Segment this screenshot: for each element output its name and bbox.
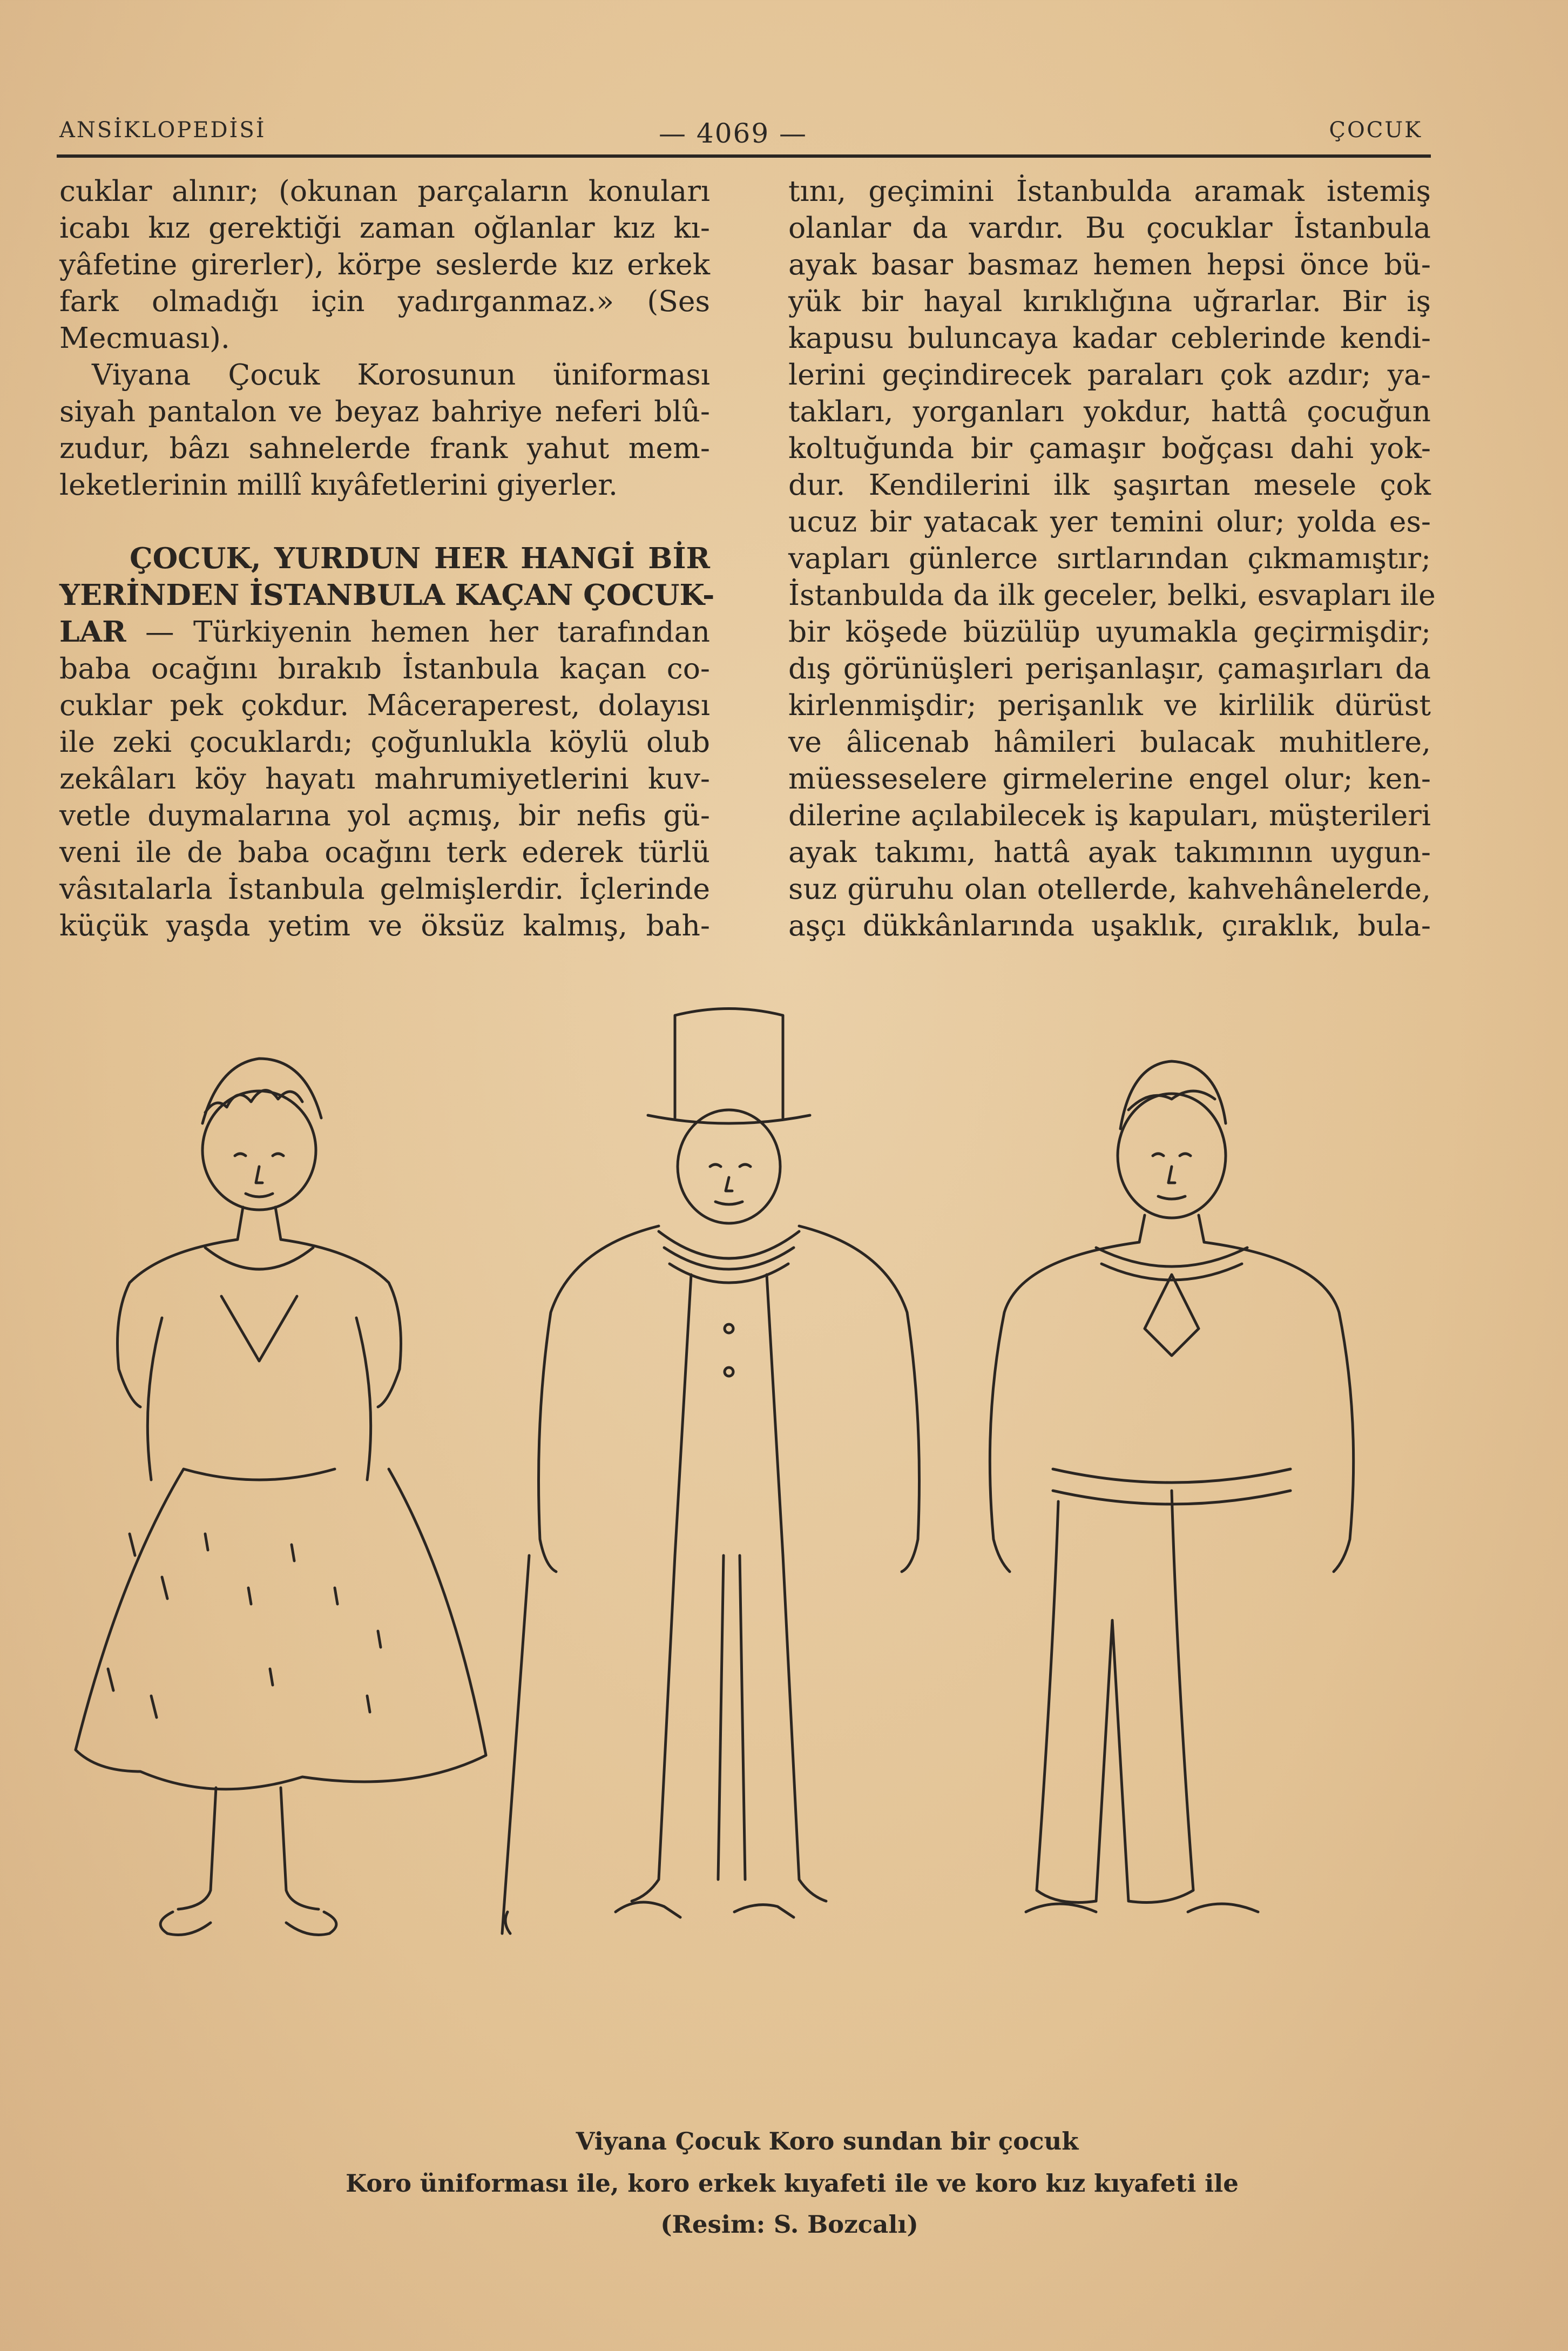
- text-line: cuklar alınır; (okunan parçaların konuları: [59, 174, 710, 208]
- text-line: ile zeki çocuklardı; çoğunlukla köylü olub: [59, 725, 710, 759]
- text-line: lerini geçindirecek paraları çok azdır; ya-: [788, 358, 1431, 392]
- text-line: dur. Kendilerini ilk şaşırtan mesele çok: [788, 468, 1431, 502]
- text-line: müesseselere girmelerine engel olur; ken-: [788, 762, 1431, 796]
- text-line: suz güruhu olan otellerde, kahvehânelerde,: [788, 872, 1431, 906]
- text-line: olanlar da vardır. Bu çocuklar İstanbula: [788, 211, 1431, 245]
- girl-figure: [76, 1059, 486, 1935]
- text-line: zudur, bâzı sahnelerde frank yahut mem-: [59, 431, 710, 465]
- left-column: [59, 173, 715, 944]
- text-fragment: — Türkiyenin hemen her tarafından: [145, 615, 710, 649]
- text-line: vâsıtalarla İstanbula gelmişlerdir. İçlerinde: [59, 872, 710, 906]
- section-heading: ÇOCUK, YURDUN HER HANGİ BİR: [130, 541, 710, 575]
- figure-caption-line: Koro üniforması ile, koro erkek kıyafeti ile ve koro kız kıyafeti ile: [346, 2169, 1239, 2198]
- spacer: [59, 503, 710, 540]
- paragraph: [59, 393, 710, 503]
- text-line: ucuz bir yatacak yer temini olur; yolda es-: [788, 504, 1431, 538]
- right-column: [788, 173, 1436, 944]
- running-header-right: ÇOCUK: [1329, 118, 1422, 143]
- text-line: zekâları köy hayatı mahrumiyetlerini kuv-: [59, 762, 710, 796]
- section: [59, 540, 715, 944]
- text-line: bir köşede büzülüp uyumakla geçirmişdir;: [788, 615, 1431, 649]
- text-line: cuklar pek çokdur. Mâceraperest, dolayısı: [59, 688, 710, 722]
- text-line: icabı kız gerektiği zaman oğlanlar kız kı-: [59, 211, 710, 245]
- boy-tophat-figure: [502, 1009, 920, 1934]
- figure-caption-line: Viyana Çocuk Koro sundan bir çocuk: [576, 2127, 1079, 2155]
- choir-uniform-illustration: [43, 994, 1447, 2096]
- text-line: dış görünüşleri perişanlaşır, çamaşırları da: [788, 651, 1431, 685]
- text-line: ve âlicenab hâmileri bulacak muhitlere,: [788, 725, 1431, 759]
- text-line: Viyana Çocuk Korosunun üniforması: [92, 358, 710, 392]
- text-line: İstanbulda da ilk geceler, belki, esvapları ile: [788, 578, 1436, 612]
- text-line: kirlenmişdir; perişanlık ve kirlilik dürüst: [788, 688, 1431, 722]
- text-line: aşçı dükkânlarında uşaklık, çıraklık, bula-: [788, 908, 1431, 942]
- text-line: koltuğunda bir çamaşır boğçası dahi yok-: [788, 431, 1431, 465]
- running-header-left: ANSİKLOPEDİSİ: [59, 118, 266, 143]
- text-line: siyah pantalon ve beyaz bahriye neferi blû-: [59, 394, 710, 428]
- text-line: dilerine açılabilecek iş kapuları, müşterileri: [788, 798, 1431, 832]
- text-line: küçük yaşda yetim ve öksüz kalmış, bah-: [59, 908, 710, 942]
- text-line: veni ile de baba ocağını terk ederek türlü: [59, 835, 710, 869]
- text-line: ayak basar basmaz hemen hepsi önce bü-: [788, 247, 1431, 281]
- section-heading: YERİNDEN İSTANBULA KAÇAN ÇOCUK-: [59, 578, 715, 612]
- text-line: ayak takımı, hattâ ayak takımının uygun-: [788, 835, 1431, 869]
- text-line: fark olmadığı için yadırganmaz.» (Ses: [59, 284, 710, 318]
- figure-credit: (Resim: S. Bozcalı): [660, 2210, 918, 2239]
- page-number: — 4069 —: [659, 118, 808, 149]
- text-line: leketlerinin millî kıyâfetlerini giyerler.: [59, 468, 618, 502]
- section-heading: LAR: [59, 615, 126, 649]
- text-line: yük bir hayal kırıklığına uğrarlar. Bir iş: [788, 284, 1431, 318]
- text-line: vetle duymalarına yol açmış, bir nefis gü-: [59, 798, 710, 832]
- text-line: tını, geçimini İstanbulda aramak istemiş: [788, 174, 1431, 208]
- illustration-drawing: [43, 994, 1447, 2096]
- paragraph: [59, 356, 710, 393]
- text-line: [59, 614, 710, 650]
- sailor-boy-figure: [990, 1061, 1353, 1912]
- paragraph: [59, 173, 710, 356]
- text-line: kapusu buluncaya kadar ceblerinde kendi-: [788, 321, 1431, 355]
- header-rule: [57, 154, 1431, 158]
- text-line: vapları günlerce sırtlarından çıkmamıştır;: [788, 541, 1431, 575]
- text-line: yâfetine girerler), körpe seslerde kız erkek: [59, 247, 710, 281]
- text-line: Mecmuası).: [59, 321, 230, 355]
- text-line: baba ocağını bırakıb İstanbula kaçan co-: [59, 651, 710, 685]
- text-line: takları, yorganları yokdur, hattâ çocuğun: [788, 394, 1431, 428]
